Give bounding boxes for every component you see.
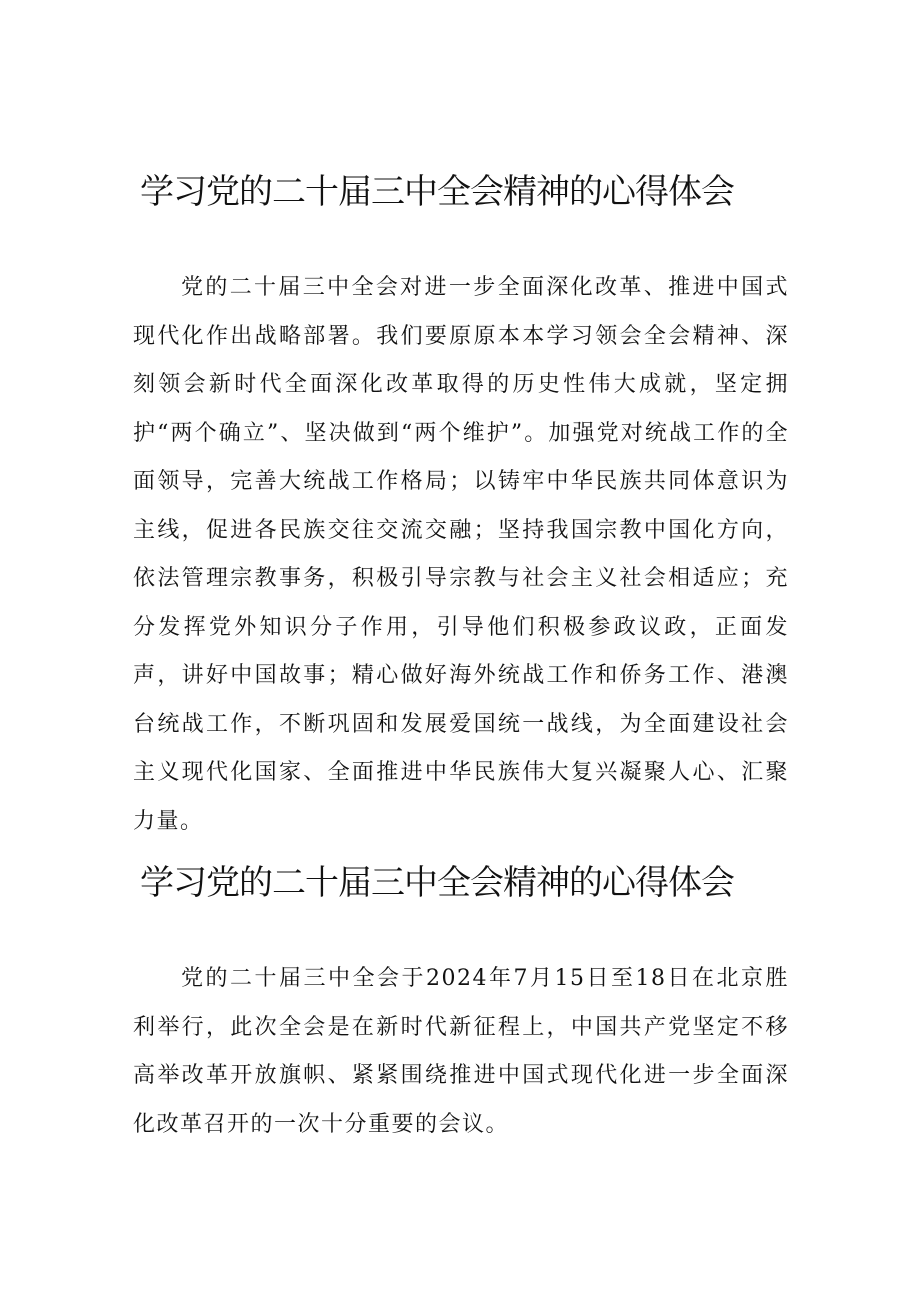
section-1-paragraph: 党的二十届三中全会对进一步全面深化改革、推进中国式现代化作出战略部署。我们要原原本本学习领会全会精神、深刻领会新时代全面深化改革取得的历史性伟大成就，坚定拥护“两个确立”、坚决做到“两个维护”。加强党对统战工作的全面领导，完善大统战工作格局；以铸牢中华民族共同体意识为主线，促进各民族交往交流交融；坚持我国宗教中国化方向，依法管理宗教事务，积极引导宗教与社会主义社会相适应；充分发挥党外知识分子作用，引导他们积极参政议政，正面发声，讲好中国故事；精心做好海外统战工作和侨务工作、港澳台统战工作，不断巩固和发展爱国统一战线，为全面建设社会主义现代化国家、全面推进中华民族伟大复兴凝聚人心、汇聚力量。 xyxy=(133,275,789,834)
section-1-title: 学习党的二十届三中全会精神的心得体会 xyxy=(140,172,734,212)
section-2-title: 学习党的二十届三中全会精神的心得体会 xyxy=(140,863,734,903)
section-2-paragraph: 党的二十届三中全会于2024年7月15日至18日在北京胜利举行，此次全会是在新时代新征程上，中国共产党坚定不移高举改革开放旗帜、紧紧围绕推进中国式现代化进一步全面深化改革召开的一次十分重要的会议。 xyxy=(133,966,789,1137)
